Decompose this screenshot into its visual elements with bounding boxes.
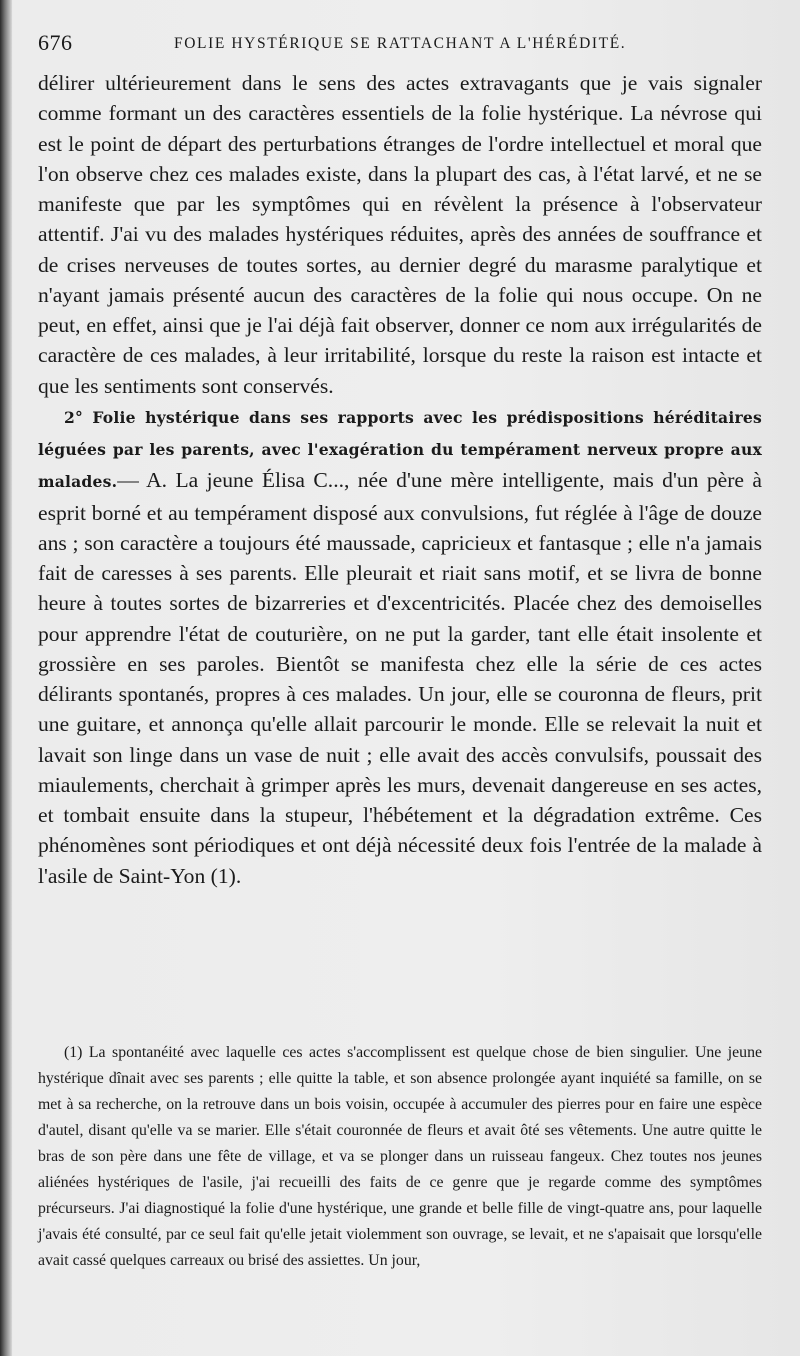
footnote-block xyxy=(38,1040,762,1274)
page-header xyxy=(38,30,768,62)
running-head: FOLIE HYSTÉRIQUE SE RATTACHANT A L'HÉRÉDITÉ. xyxy=(174,35,627,52)
page-binding-edge xyxy=(0,0,12,1356)
page-number: 676 xyxy=(38,30,73,55)
main-text xyxy=(38,68,762,891)
footnote-1: (1) La spontanéité avec laquelle ces actes s'accomplissent est quelque chose de bien singulier. Une jeune hystérique dînait avec ses parents ; elle quitte la table, et son absence prolongée ayant inquiété sa famille, on se met à sa recherche, on la retrouve dans un bois voisin, occupée à accumuler des pierres pour en faire une espèce d'autel, disant qu'elle va se marier. Elle s'était couronnée de fleurs et avait ôté ses vêtements. Une autre quitte le bras de son père dans une fête de village, et va se plonger dans un ruisseau fangeux. Chez toutes nos jeunes aliénées hystériques de l'asile, j'ai recueilli des faits de ce genre que je regarde comme des symptômes précurseurs. J'ai diagnostiqué la folie d'une hystérique, une grande et belle fille de vingt-quatre ans, pour laquelle j'avais été consulté, par ce seul fait qu'elle jetait violemment son ouvrage, se levait, et ne s'apaisait que lorsqu'elle avait cassé quelques carreaux ou brisé des assiettes. Un jour, xyxy=(38,1044,762,1269)
section-paragraph xyxy=(38,401,762,891)
section-text: — A. La jeune Élisa C..., née d'une mère intelligente, mais d'un père à esprit borné et au tempérament disposé aux convulsions, fut réglée à l'âge de douze ans ; son caractère a toujours été maussade, capricieux et fantasque ; elle n'a jamais fait de caresses à ses parents. Elle pleurait et riait sans motif, et se livra de bonne heure à toutes sortes de bizarreries et d'excentricités. Placée chez des demoiselles pour apprendre l'état de couturière, on ne put la garder, tant elle était insolente et grossière en ses paroles. Bientôt se manifesta chez elle la série de ces actes délirants spontanés, propres à ces malades. Un jour, elle se couronna de fleurs, prit une guitare, et annonça qu'elle allait parcourir le monde. Elle se relevait la nuit et lavait son linge dans un vase de nuit ; elle avait des accès convulsifs, poussait des miaulements, cherchait à grimper après les murs, devenait dangereuse en ses actes, et tombait ensuite dans la stupeur, l'hébétement et la dégradation extrême. Ces phénomènes sont périodiques et ont déjà nécessité deux fois l'entrée de la malade à l'asile de Saint-Yon (1). xyxy=(38,468,762,888)
section-title: 2° Folie hystérique dans ses rapports avec les prédispositions héréditaires léguées par les parents, avec l'exagération du tempérament nerveux propre aux malades. xyxy=(38,407,762,492)
paragraph-1: délirer ultérieurement dans le sens des actes extravagants que je vais signaler comme formant un des caractères essentiels de la folie hystérique. La névrose qui est le point de départ des perturbations étranges de l'ordre intellectuel et moral que l'on observe chez ces malades existe, dans la plupart des cas, à l'état larvé, et ne se manifeste que par les symptômes qui en révèlent la présence à l'observateur attentif. J'ai vu des malades hystériques réduites, après des années de souffrance et de crises nerveuses de toutes sortes, au dernier degré du marasme paralytique et n'ayant jamais présenté aucun des caractères de la folie qui nous occupe. On ne peut, en effet, ainsi que je l'ai déjà fait observer, donner ce nom aux irrégularités de caractère de ces malades, à leur irritabilité, lorsque du reste la raison est intacte et que les sentiments sont conservés. xyxy=(38,71,762,398)
